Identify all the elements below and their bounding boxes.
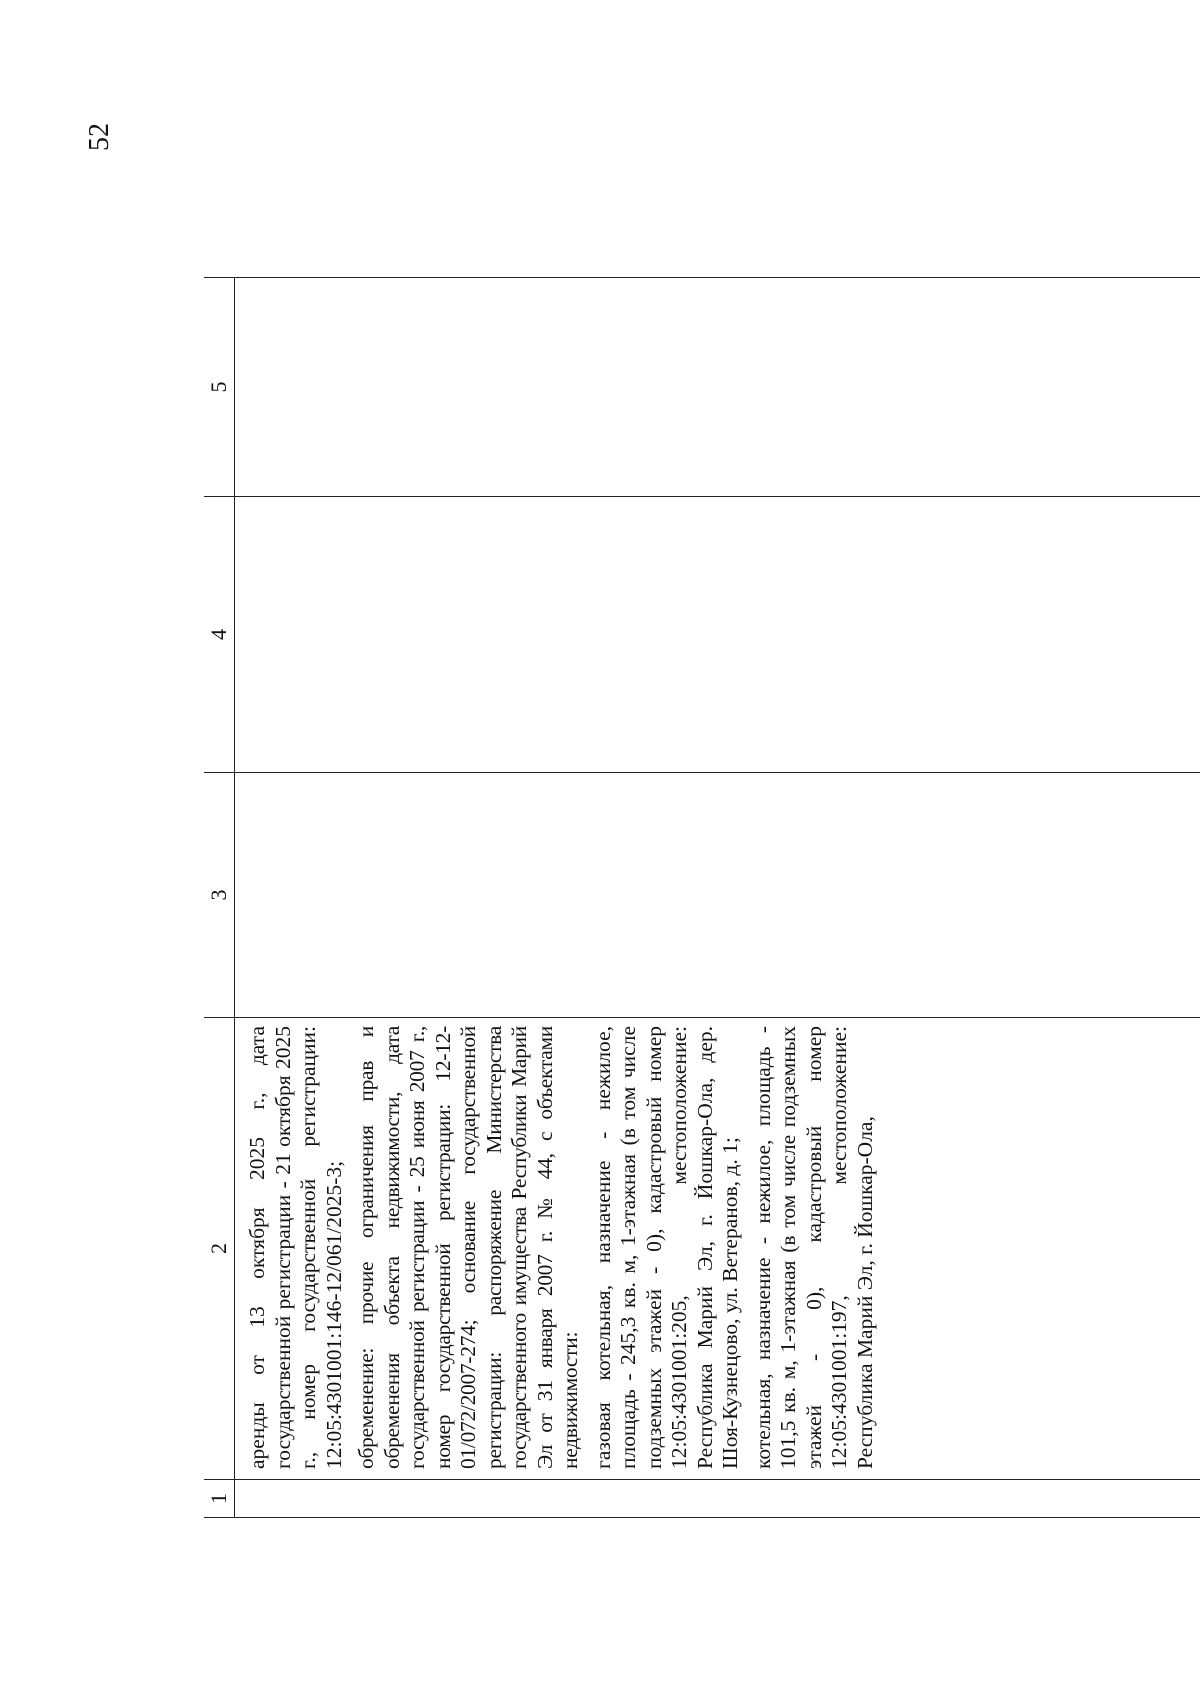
cell-col-2	[235, 1018, 1200, 1480]
cell-col-3	[235, 773, 1200, 1018]
cell-col-1	[235, 1480, 1200, 1518]
rotated-table-wrapper	[204, 278, 1200, 1518]
entry-encumbrance: обременение: прочие ограничения прав и обременения объекта недвижимости, дата государственной регистрации - 25 июня 2007 г., номер государственной регистрации: 12-12-01/072/2007-274; основание государственной регистрации: распоряжение Министерства государственного имущества Республики Марий Эл от 31 января 2007 г. № 44, с объектами недвижимости:	[354, 1026, 582, 1469]
page-number: 52	[84, 123, 115, 151]
column-number-2: 2	[204, 1018, 235, 1480]
property-table	[204, 277, 1200, 1518]
entry-gas-boiler-house: газовая котельная, назначение - нежилое, площадь - 245,3 кв. м, 1-этажная (в том числе подземных этажей - 0), кадастровый номер 12:05:4301001:205, местоположение: Республика Марий Эл, г. Йошкар-Ола, дер. Шоя-Кузнецово, ул. Ветеранов, д. 1;	[590, 1026, 742, 1469]
cell-col-4	[235, 497, 1200, 773]
table-row	[235, 278, 1200, 1518]
column-number-row	[204, 278, 235, 1518]
entry-lease: аренды от 13 октября 2025 г., дата государственной регистрации - 21 октября 2025 г., номер государственной регистрации: 12:05:4301001:146-12/061/2025-3;	[245, 1026, 346, 1469]
cell-col-5	[235, 278, 1200, 497]
column-number-5: 5	[204, 278, 235, 497]
column-number-4: 4	[204, 497, 235, 773]
entry-boiler-house: котельная, назначение - нежилое, площадь - 101,5 кв. м, 1-этажная (в том числе подземных этажей - 0), кадастровый номер 12:05:4301001:197, местоположение: Республика Марий Эл, г. Йошкар-Ола,	[750, 1026, 877, 1469]
column-number-1: 1	[204, 1480, 235, 1518]
column-number-3: 3	[204, 773, 235, 1018]
